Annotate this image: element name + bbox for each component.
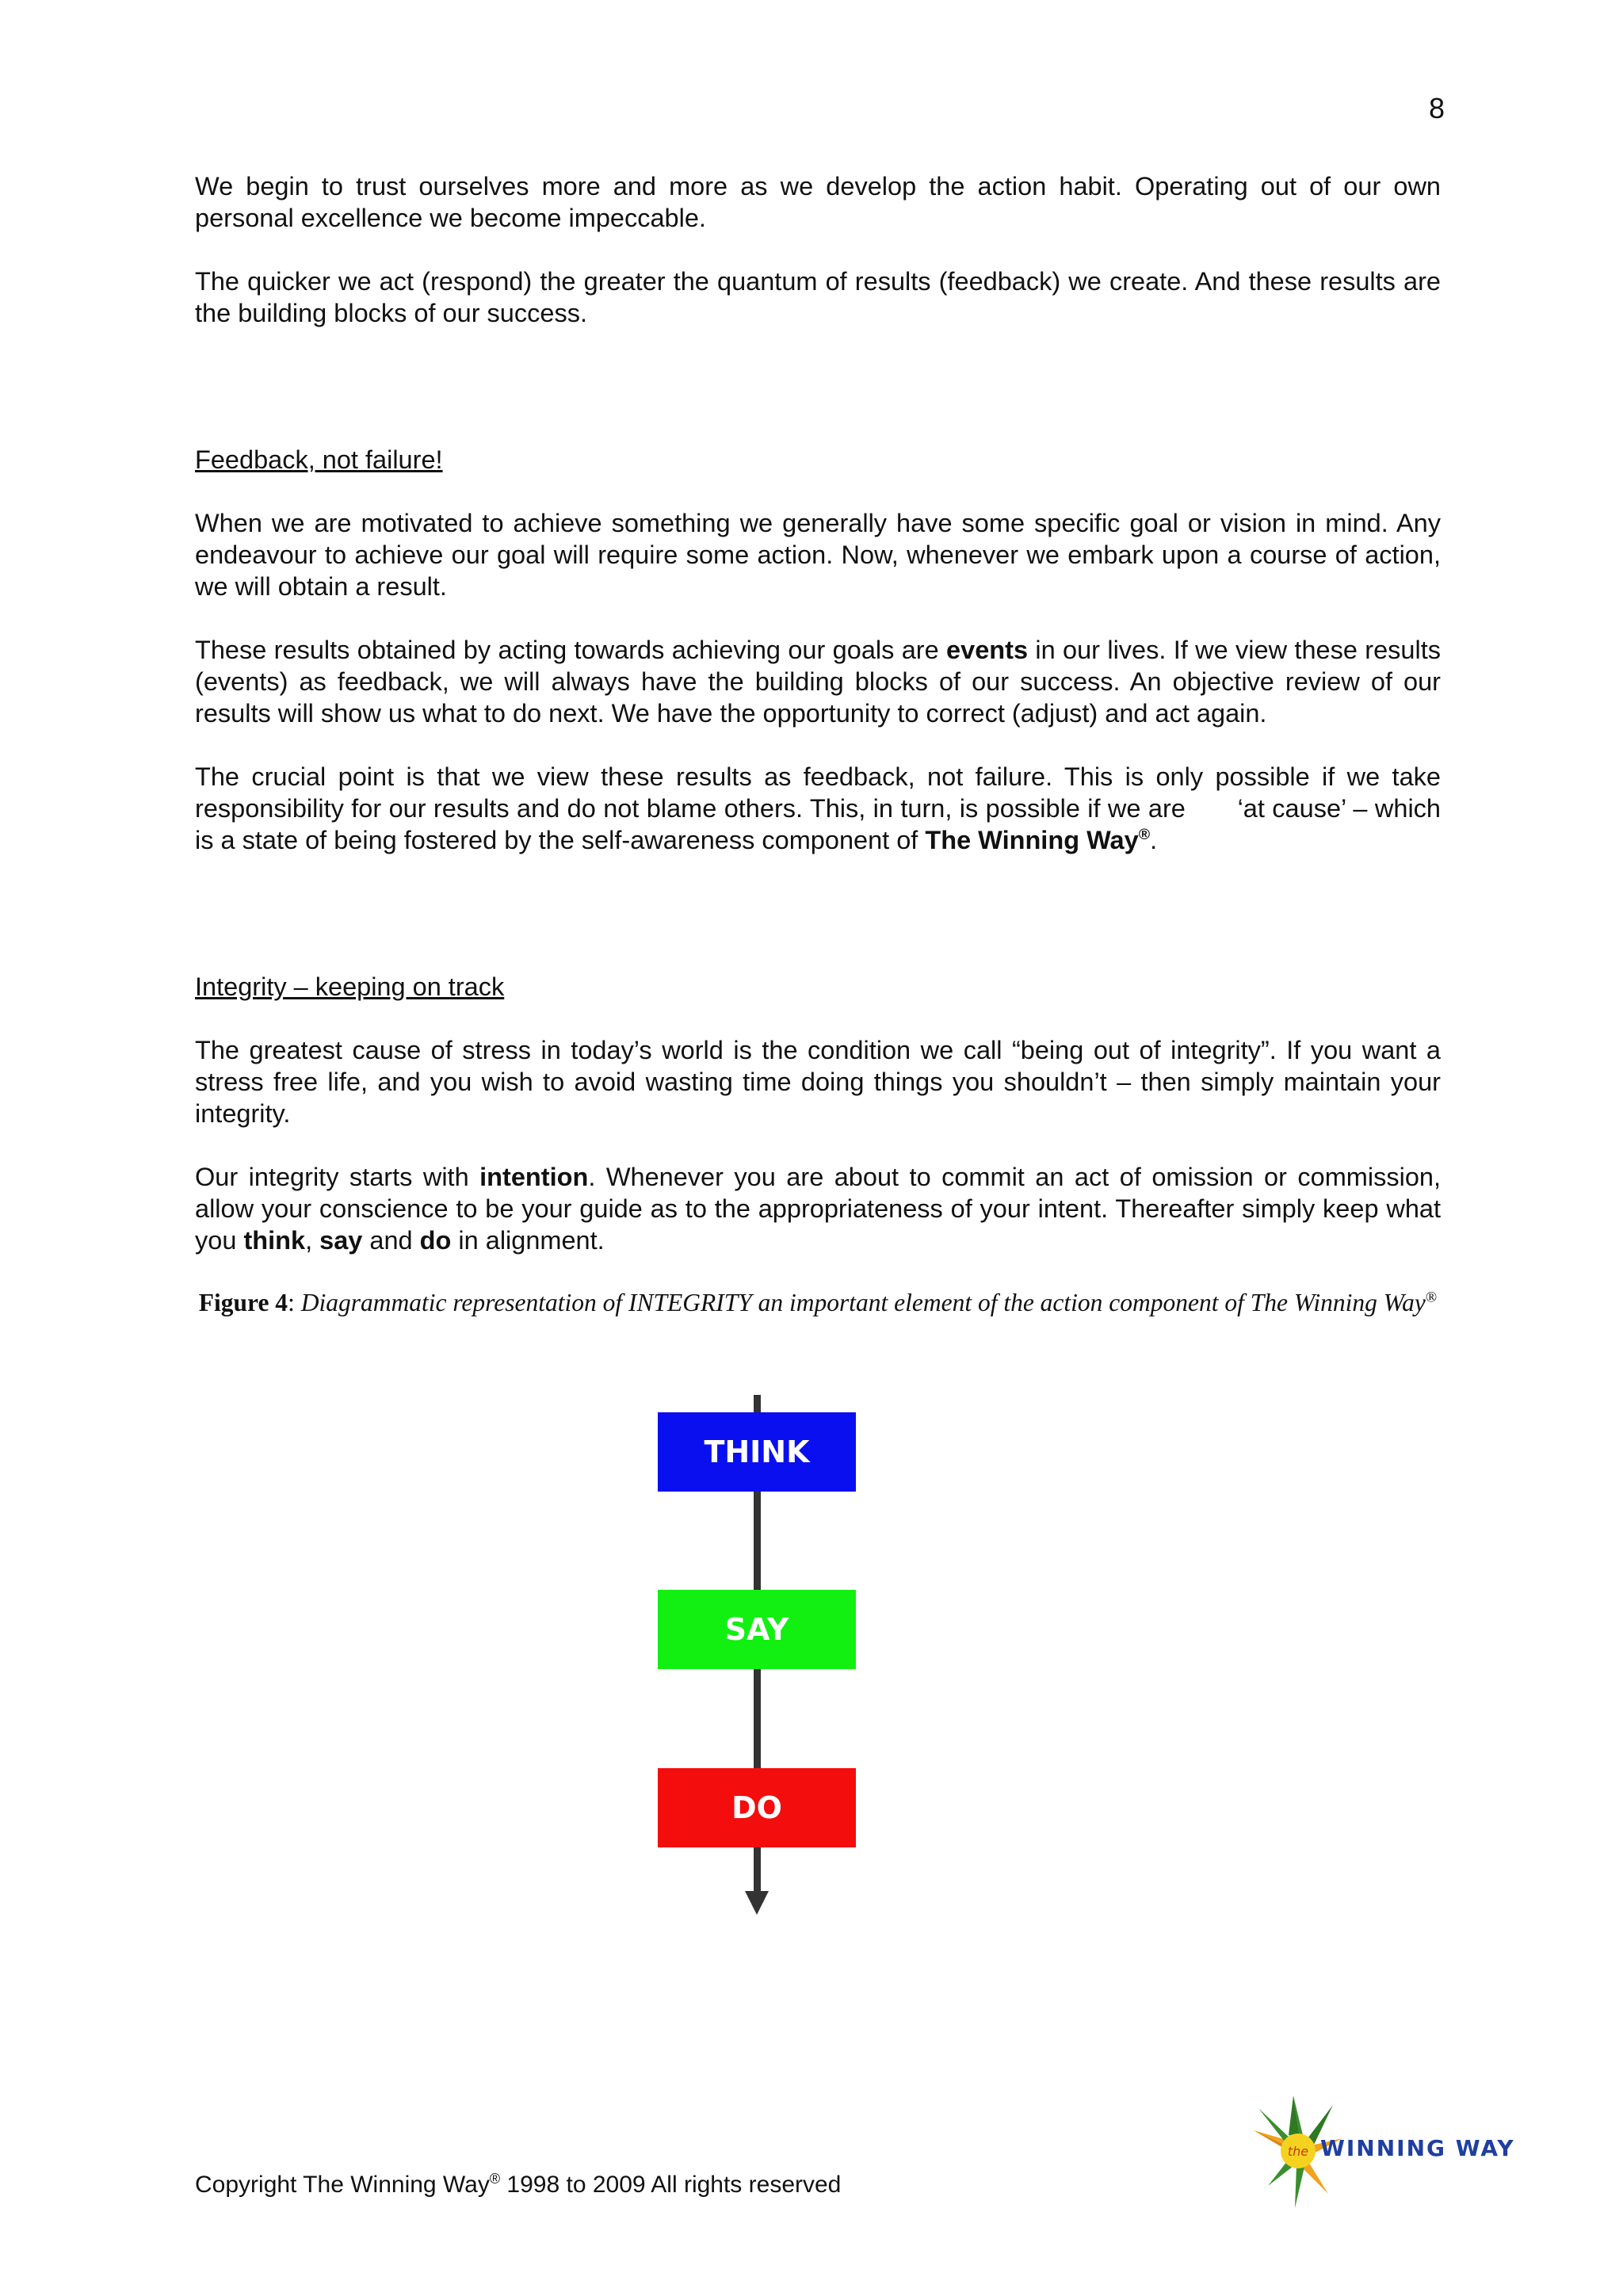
- say-box: SAY: [658, 1590, 856, 1669]
- bold-events: events: [946, 636, 1029, 664]
- logo-small-text: the: [1287, 2144, 1309, 2159]
- logo-wordmark: WINNING WAY: [1320, 2135, 1515, 2161]
- figure-caption-text: Diagrammatic representation of INTEGRITY an important element of the action component of The Winning Way: [300, 1289, 1426, 1316]
- do-box: DO: [658, 1768, 856, 1847]
- paragraph-integrity-intention: Our integrity starts with intention. Whenever you are about to commit an act of omission or commission, allow your conscience to be your guide as to the appropriateness of your intent. Thereafter simply keep what you think, say and do in alignment.: [195, 1163, 1441, 1255]
- heading-feedback-not-failure: Feedback, not failure!: [195, 445, 443, 474]
- body-text: [195, 170, 1441, 1288]
- paragraph-crucial-point: The crucial point is that we view these results as feedback, not failure. This is only possible if we take responsibility for our results and do not blame others. This, in turn, is possible if we are ‘at cause’ – which is a state of being fostered by the self-awareness component of The Winning Way®.: [195, 762, 1441, 854]
- paragraph-greatest-cause: The greatest cause of stress in today’s world is the condition we call “being out of integrity”. If you want a stress free life, and you wish to avoid wasting time doing things you shouldn’t – then simply maintain your integrity.: [195, 1036, 1441, 1128]
- paragraph-action-habit: We begin to trust ourselves more and more as we develop the action habit. Operating out of our own personal excellence we become impeccable.: [195, 172, 1441, 232]
- copyright-footer: Copyright The Winning Way® 1998 to 2009 All rights reserved: [195, 2171, 842, 2198]
- figure-label: Figure 4: [198, 1289, 288, 1316]
- heading-integrity: Integrity – keeping on track: [195, 972, 505, 1001]
- star-logo-icon: [1244, 2089, 1529, 2216]
- bold-winning-way: The Winning Way®: [925, 826, 1151, 854]
- integrity-diagram: [658, 1395, 856, 1918]
- paragraph-quicker-we-act: The quicker we act (respond) the greater the quantum of results (feedback) we create. And these results are the building blocks of our success.: [195, 267, 1441, 327]
- figure-caption: Figure 4: Diagrammatic representation of INTEGRITY an important element of the action component of The Winning Way®: [198, 1289, 1438, 1316]
- arrow-head-icon: [745, 1891, 769, 1915]
- page-number: 8: [1428, 92, 1445, 124]
- winning-way-logo: [1244, 2089, 1529, 2216]
- think-box: THINK: [658, 1412, 856, 1492]
- paragraph-motivated: When we are motivated to achieve something we generally have some specific goal or vision in mind. Any endeavour to achieve our goal will require some action. Now, whenever we embark upon a course of action, we will obtain a result.: [195, 509, 1441, 601]
- paragraph-events: These results obtained by acting towards achieving our goals are events in our lives. If we view these results (events) as feedback, we will always have the building blocks of our success. An objective review of our results will show us what to do next. We have the opportunity to correct (adjust) and act again.: [195, 636, 1441, 728]
